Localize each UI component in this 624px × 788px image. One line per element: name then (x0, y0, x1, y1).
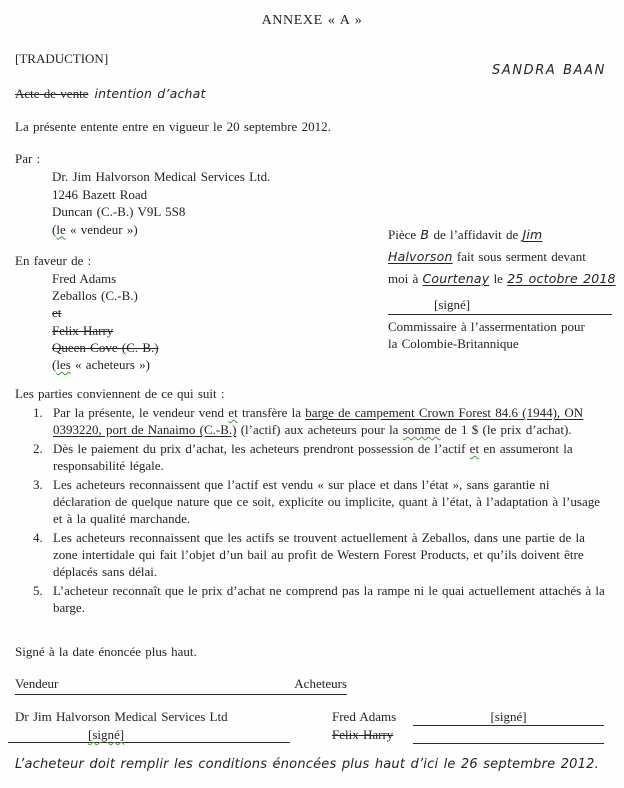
affidavit-line-3: moi à Courtenay le 25 octobre 2018 (388, 271, 616, 286)
signature-header-line (15, 676, 347, 695)
favor-label: En faveur de : (15, 253, 92, 268)
item-number: 3. (33, 477, 43, 492)
agreement-intro: Les parties conviennent de ce qui suit : (15, 386, 225, 401)
struck-doc-type: Acte de vente (15, 86, 89, 101)
item-text: Dès le paiement du prix d’achat, les acheteurs prendront possession de l’actif et en assumeront la responsabilité légale. (53, 441, 573, 473)
acheteurs-header: Acheteurs (294, 676, 347, 691)
buyer-signature-line (413, 709, 604, 726)
signed-placeholder: [signé] (88, 727, 125, 742)
commissioner-title: Commissaire à l’assermentation pour la Colombie-Britannique (388, 319, 585, 351)
buyer-signature-name: Fred Adams (332, 709, 397, 724)
handwritten-deponent-last-name: Halvorson (388, 249, 453, 264)
buyer-name: Fred Adams (52, 271, 117, 286)
vendor-designation-word: le (56, 221, 66, 237)
vendor-designation-open: ( (52, 221, 57, 237)
buyer-signature-row-1 (332, 709, 604, 727)
buyers-designation-open: ( (52, 357, 57, 373)
handwritten-place: Courtenay (422, 271, 490, 286)
item-number: 4. (33, 530, 43, 545)
affidavit-stamp-block (388, 224, 618, 352)
vendor-signature-name: Dr Jim Halvorson Medical Services Ltd (15, 709, 228, 724)
underlined-asset-description: barge de campement Crown Forest 84.6 (1944), ON 0393220, port de Nanaimo (C.-B.) (53, 405, 584, 437)
buyers-designation (52, 356, 159, 373)
item-text: L’acheteur reconnaît que le prix d’achat ne comprend pas la rampe ni le quai actuellement attachés à la barge. (53, 583, 605, 615)
list-item-1 (15, 404, 611, 438)
buyers-signature-block (332, 709, 604, 745)
buyers-designation-rest: « acheteurs ») (70, 357, 150, 373)
list-item-3 (15, 476, 611, 527)
vendor-signature-line (8, 727, 290, 743)
document-type-line (15, 86, 206, 102)
buyer-signature-row-2 (332, 727, 604, 745)
struck-and: et (52, 305, 62, 321)
signed-placeholder: [signé] (490, 709, 527, 724)
handwritten-deponent-first-name: Jim (522, 227, 543, 242)
translation-tag: [TRADUCTION] (15, 51, 109, 66)
struck-buyer-name: Felix Harry (52, 322, 114, 338)
affidavit-line-1: Pièce B de l’affidavit de Jim (388, 227, 543, 242)
handwritten-footnote: L’acheteur doit remplir les conditions énoncées plus haut d’ici le 26 septembre 2012. (15, 757, 599, 772)
vendor-designation (52, 221, 270, 239)
buyers-block (52, 270, 159, 373)
vendor-designation-rest: « vendeur ») (65, 221, 138, 237)
effective-date-line: La présente entente entre en vigueur le 20 septembre 2012. (15, 119, 331, 134)
vendor-city: Duncan (C.-B.) V9L 5S8 (52, 204, 186, 219)
item-number: 1. (33, 405, 43, 420)
handwritten-exhibit-letter: B (420, 227, 430, 242)
handwritten-date: 25 octobre 2018 (507, 271, 616, 286)
agreement-terms (15, 385, 611, 616)
item-text: Les acheteurs reconnaissent que les actifs se trouvent actuellement à Zeballos, dans une partie de la zone intertidale qui fait l’objet d’un bail au profit de Western Forest Products, et qu’ils doivent être déplacés sans délai. (53, 530, 585, 579)
item-text: Par la présente, le vendeur vend et transfère la barge de campement Crown Forest 84.6 (1944), ON 0393220, port de Nanaimo (C.-B.) (l’actif) aux acheteurs pour la somme de 1 $ (le prix d’achat). (53, 405, 584, 437)
vendor-block (52, 168, 270, 238)
struck-buyer-city: Queen Cove (C. B.) (52, 339, 159, 355)
buyer-city: Zeballos (C.-B.) (52, 288, 138, 304)
document-title: ANNEXE « A » (261, 13, 363, 28)
item-number: 2. (33, 441, 43, 456)
handwritten-signer-name: SANDRA BAAN (492, 63, 606, 78)
vendor-street: 1246 Bazett Road (52, 186, 148, 202)
signed-placeholder: [signé] (434, 297, 471, 312)
list-item-5 (15, 582, 611, 616)
par-label: Par : (15, 151, 41, 166)
handwritten-doc-type: intention d’achat (94, 86, 206, 101)
item-text: Les acheteurs reconnaissent que l’actif est vendu « sur place et dans l’état », sans garantie ni déclaration de quelque nature que ce soit, explicite ou implicite, quant à l’état, à l’adaptation à l’usage et à la qualité marchande. (53, 477, 600, 526)
struck-buyer-signature-name: Felix Harry (332, 727, 394, 742)
commissioner-signature-line (388, 297, 612, 315)
list-item-2 (15, 440, 611, 474)
buyers-designation-word: les (56, 357, 71, 373)
affidavit-line-2: Halvorson fait sous serment devant (388, 249, 586, 264)
item-number: 5. (33, 583, 43, 598)
vendeur-header: Vendeur (15, 676, 59, 691)
vendor-name: Dr. Jim Halvorson Medical Services Ltd. (52, 169, 271, 184)
list-item-4 (15, 529, 611, 580)
buyer-signature-line-empty (413, 727, 604, 744)
closing-line: Signé à la date énoncée plus haut. (15, 644, 197, 659)
